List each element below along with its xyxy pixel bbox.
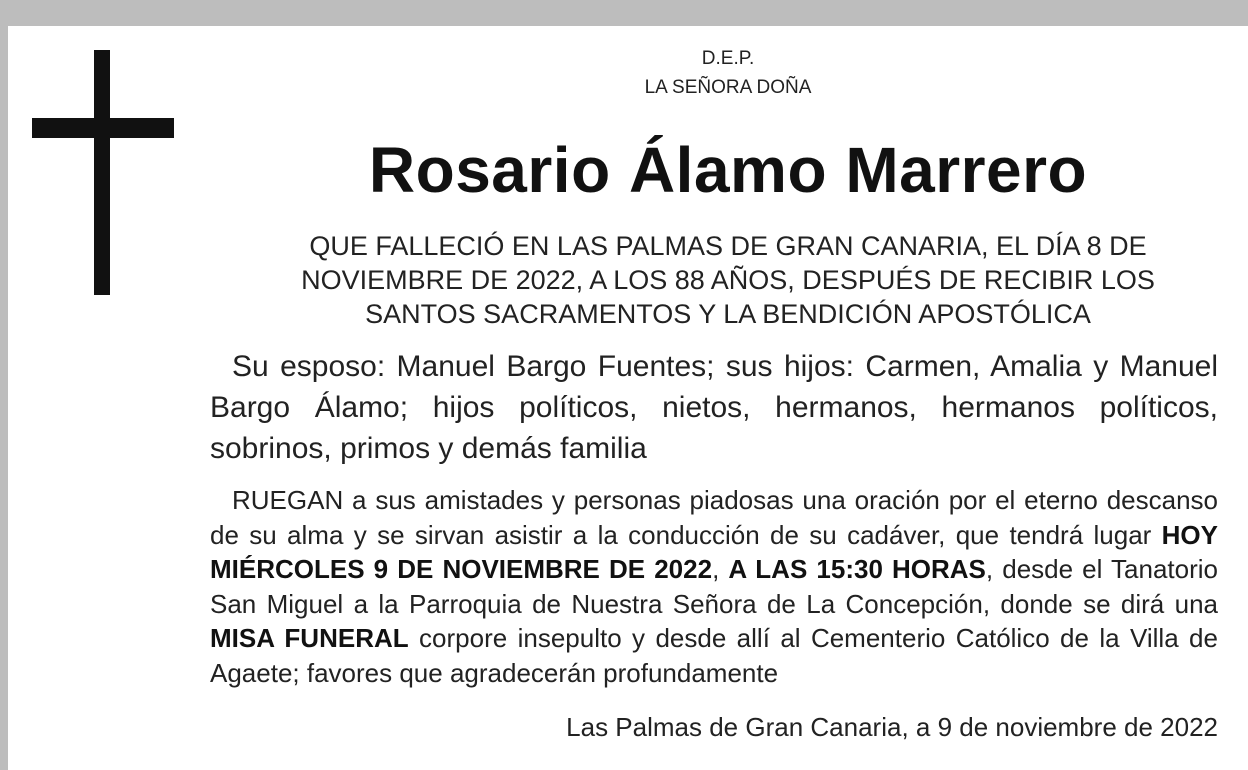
place-date-line: Las Palmas de Gran Canaria, a 9 de noviembre de 2022 (566, 712, 1218, 742)
obituary-card (8, 26, 1248, 770)
request-paragraph (210, 483, 1218, 690)
service-date: HOY MIÉRCOLES 9 DE NOVIEMBRE DE 2022 (210, 519, 1218, 584)
request-text-3: , desde el Tanatorio San Miguel a la Parroquia de Nuestra Señora de La Concepción, donde se dirá una (210, 554, 1218, 619)
family-paragraph (210, 346, 1218, 469)
dep-label: D.E.P. (701, 48, 755, 69)
request-text-1: RUEGAN a sus amistades y personas piadosas una oración por el eterno descanso de su alma y se sirvan asistir a la conducción de su cadáver, que tendrá lugar (210, 485, 1218, 550)
service-time: A LAS 15:30 HORAS (728, 554, 986, 584)
honorific-line: LA SEÑORA DOÑA (644, 77, 812, 98)
death-notice: QUE FALLECIÓ EN LAS PALMAS DE GRAN CANARIA, EL DÍA 8 DE NOVIEMBRE DE 2022, A LOS 88 AÑOS, DESPUÉS DE RECIBIR LOS SANTOS SACRAMENTOS Y LA BENDICIÓN APOSTÓLICA (301, 231, 1155, 329)
family-text: Su esposo: Manuel Bargo Fuentes; sus hijos: Carmen, Amalia y Manuel Bargo Álamo; hijos políticos, nietos, hermanos, hermanos políticos, sobrinos, primos y demás familia (210, 350, 1218, 465)
deceased-name: Rosario Álamo Marrero (368, 134, 1088, 206)
request-text-2: , (712, 554, 729, 584)
funeral-mass: MISA FUNERAL (210, 623, 409, 653)
request-text-4: corpore insepulto y desde allí al Cementerio Católico de la Villa de Agaete; favores que agradecerán profundamente (210, 623, 1218, 688)
